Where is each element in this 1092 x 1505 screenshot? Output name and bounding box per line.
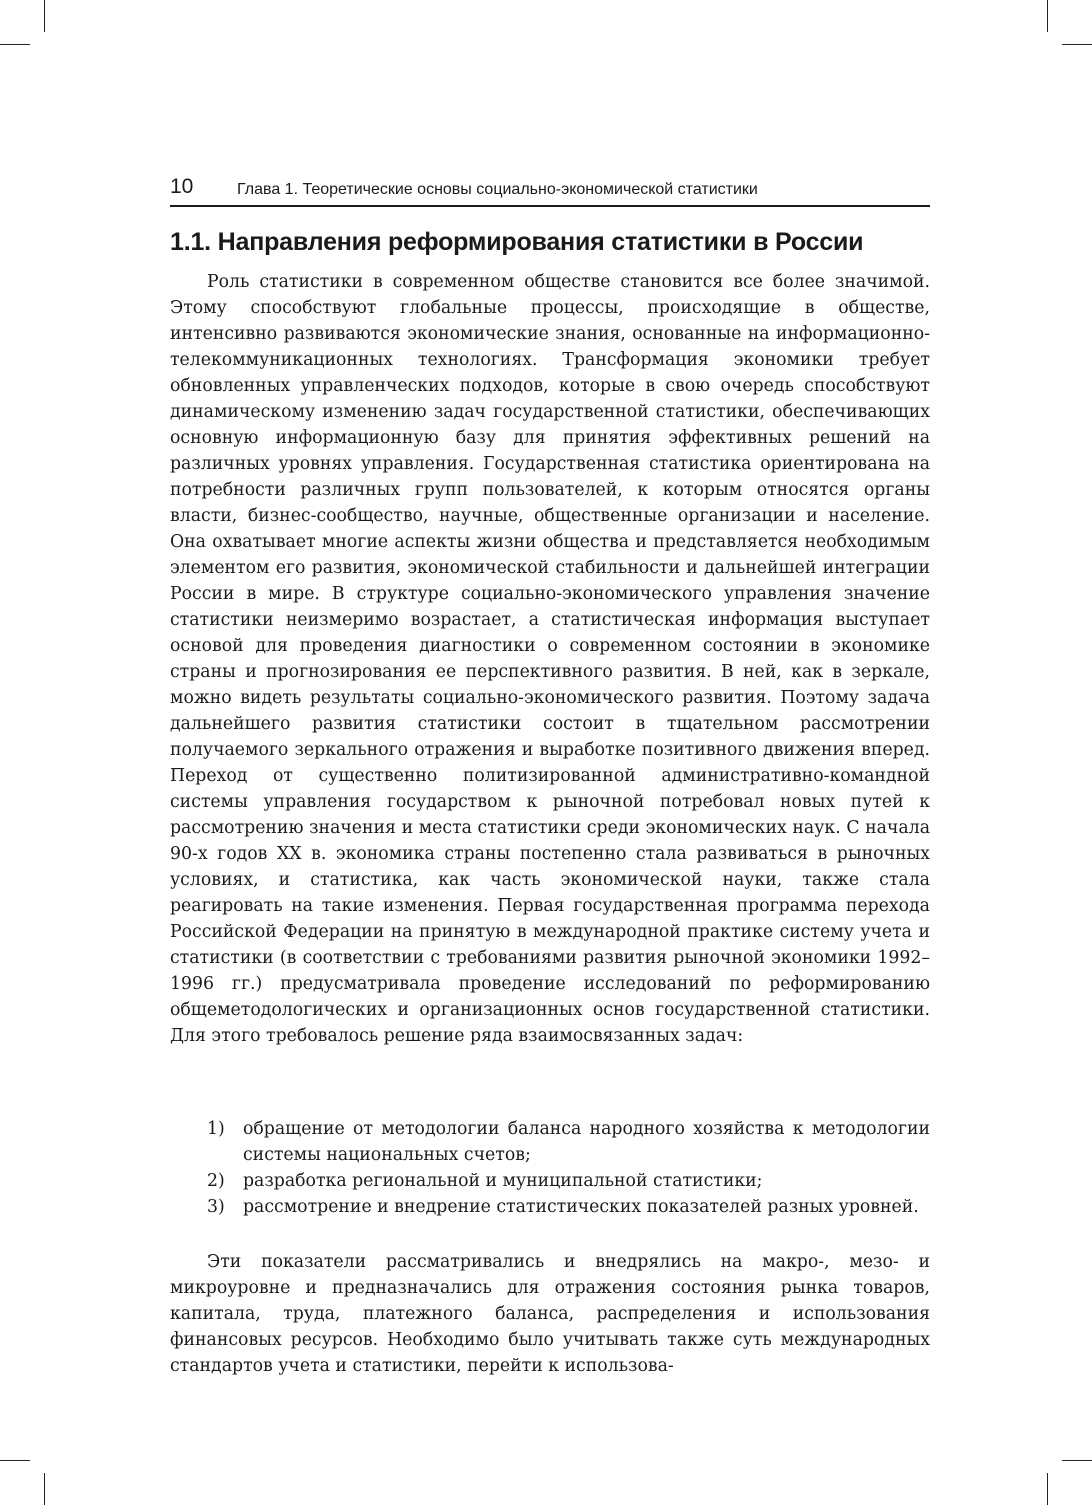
crop-mark	[0, 44, 30, 45]
list-item	[170, 1168, 930, 1194]
list-item-number: 3)	[207, 1197, 225, 1217]
list-item-number: 1)	[207, 1119, 225, 1139]
list-item-text: разработка региональной и муниципальной статистики;	[243, 1171, 763, 1191]
list-item-text: обращение от методологии баланса народного хозяйства к методологии системы национальных счетов;	[243, 1119, 930, 1165]
crop-mark	[1062, 44, 1092, 45]
running-header	[170, 175, 930, 207]
section-heading: 1.1. Направления реформирования статистики в России	[170, 228, 864, 256]
list-item	[170, 1194, 930, 1220]
crop-mark	[44, 1473, 45, 1505]
page-number: 10	[170, 175, 194, 198]
body-text	[170, 269, 930, 1049]
paragraph: Эти показатели рассматривались и внедрялись на макро-, мезо- и микроуровне и предназначались для отражения состояния рынка товаров, капитала, труда, платежного баланса, распределения и использования финансовых ресурсов. Необходимо было учитывать также суть международных стандартов учета и статистики, перейти к использова-	[170, 1252, 930, 1376]
chapter-title: Глава 1. Теоретические основы социально-экономической статистики	[237, 181, 758, 198]
crop-mark	[1047, 0, 1048, 32]
list-item-text: рассмотрение и внедрение статистических показателей разных уровней.	[243, 1197, 919, 1217]
body-text	[170, 1249, 930, 1379]
crop-mark	[1062, 1460, 1092, 1461]
list-item	[170, 1116, 930, 1168]
paragraph: Роль статистики в современном обществе становится все более значимой. Этому способствуют глобальные процессы, происходящие в обществе, интенсивно развиваются экономические знания, основанные на информационно-телекоммуникационных технологиях. Трансформация экономики требует обновленных управленческих подходов, которые в свою очередь способствуют динамическому изменению задач государственной статистики, обеспечивающих основную информационную базу для принятия эффективных решений на различных уровнях управления. Государственная статистика ориентирована на потребности различных групп пользователей, к которым относятся органы власти, бизнес-сообщество, научные, общественные организации и население. Она охватывает многие аспекты жизни общества и представляется необходимым элементом его развития, экономической стабильности и дальнейшей интеграции России в мире. В структуре социально-экономического управления значение статистики неизмеримо возрастает, а статистическая информация выступает основой для проведения диагностики о современном состоянии в экономике страны и прогнозирования ее перспективного развития. В ней, как в зеркале, можно видеть результаты социально-экономического развития. Поэтому задача дальнейшего развития статистики состоит в тщательном рассмотрении получаемого зеркального отражения и выработке позитивного движения вперед. Переход от существенно политизированной административно-командной системы управления государством к рыночной потребовал новых путей к рассмотрению значения и места статистики среди экономических наук. С начала 90-х годов XX в. экономика страны постепенно стала развиваться в рыночных условиях, и статистика, как часть экономической науки, также стала реагировать на такие изменения. Первая государственная программа перехода Российской Федерации на принятую в международной практике систему учета и статистики (в соответствии с требованиями развития рыночной экономики 1992–1996 гг.) предусматривала проведение исследований по реформированию общеметодологических и организационных основ государственной статистики. Для этого требовалось решение ряда взаимосвязанных задач:	[170, 272, 930, 1046]
crop-mark	[44, 0, 45, 32]
crop-mark	[1047, 1473, 1048, 1505]
crop-mark	[0, 1460, 30, 1461]
numbered-list	[170, 1116, 930, 1220]
list-item-number: 2)	[207, 1171, 225, 1191]
